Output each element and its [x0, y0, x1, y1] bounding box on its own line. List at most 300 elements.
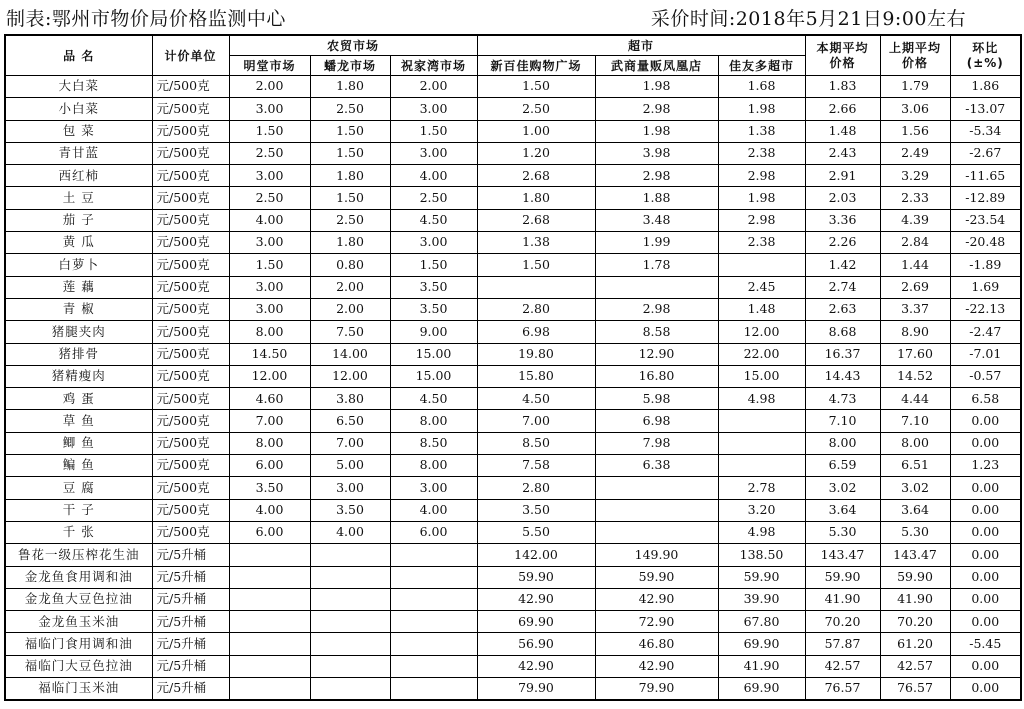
price-cell: 1.42: [805, 254, 880, 276]
item-unit: 元/5升桶: [152, 633, 229, 655]
table-row: [5, 298, 1021, 320]
item-unit: 元/500克: [152, 410, 229, 432]
price-cell: 59.90: [477, 566, 595, 588]
collection-time: 采价时间:2018年5月21日9:00左右: [650, 8, 966, 30]
price-cell: -20.48: [950, 232, 1021, 254]
price-cell: 1.50: [310, 142, 390, 164]
price-cell: 1.80: [310, 165, 390, 187]
item-name: 猪精瘦肉: [5, 365, 152, 387]
price-cell: 8.00: [229, 321, 310, 343]
price-cell: 3.29: [880, 165, 950, 187]
price-cell: 42.90: [595, 655, 718, 677]
item-name: 小白菜: [5, 98, 152, 120]
price-cell: 5.30: [880, 521, 950, 543]
price-cell: 12.00: [229, 365, 310, 387]
price-cell: 2.74: [805, 276, 880, 298]
price-cell: [310, 611, 390, 633]
price-cell: 0.80: [310, 254, 390, 276]
table-row: [5, 566, 1021, 588]
price-cell: [595, 499, 718, 521]
price-cell: 57.87: [805, 633, 880, 655]
price-cell: 3.50: [390, 298, 477, 320]
table-row: [5, 165, 1021, 187]
price-cell: [390, 588, 477, 610]
price-cell: 8.90: [880, 321, 950, 343]
col-header-market: 蟠龙市场: [310, 56, 390, 76]
price-cell: 3.36: [805, 209, 880, 231]
price-cell: 2.43: [805, 142, 880, 164]
price-cell: [229, 655, 310, 677]
price-cell: 7.00: [310, 432, 390, 454]
item-name: 鲁花一级压榨花生油: [5, 544, 152, 566]
price-table: [4, 34, 1022, 701]
item-unit: 元/500克: [152, 365, 229, 387]
price-cell: 12.90: [595, 343, 718, 365]
price-cell: [718, 410, 805, 432]
price-cell: 42.90: [477, 588, 595, 610]
price-cell: 2.98: [595, 98, 718, 120]
price-cell: 0.00: [950, 432, 1021, 454]
price-cell: [595, 521, 718, 543]
price-cell: 42.57: [880, 655, 950, 677]
price-cell: 4.00: [229, 209, 310, 231]
item-unit: 元/500克: [152, 321, 229, 343]
price-cell: 149.90: [595, 544, 718, 566]
table-row: [5, 321, 1021, 343]
table-row: [5, 410, 1021, 432]
price-cell: [229, 611, 310, 633]
price-cell: 2.84: [880, 232, 950, 254]
price-cell: 3.64: [805, 499, 880, 521]
price-cell: 16.80: [595, 365, 718, 387]
price-cell: 2.50: [477, 98, 595, 120]
price-cell: 8.68: [805, 321, 880, 343]
price-cell: 14.43: [805, 365, 880, 387]
price-cell: 2.50: [229, 142, 310, 164]
item-name: 猪排骨: [5, 343, 152, 365]
item-name: 青 椒: [5, 298, 152, 320]
price-cell: 2.98: [595, 165, 718, 187]
price-cell: 2.50: [229, 187, 310, 209]
price-cell: 15.00: [390, 365, 477, 387]
price-cell: 0.00: [950, 611, 1021, 633]
price-cell: 3.98: [595, 142, 718, 164]
price-cell: 7.00: [477, 410, 595, 432]
item-unit: 元/500克: [152, 298, 229, 320]
item-unit: 元/5升桶: [152, 678, 229, 701]
price-cell: 8.58: [595, 321, 718, 343]
item-unit: 元/5升桶: [152, 566, 229, 588]
item-unit: 元/500克: [152, 455, 229, 477]
price-cell: 1.48: [718, 298, 805, 320]
price-cell: 8.00: [880, 432, 950, 454]
price-cell: 17.60: [880, 343, 950, 365]
price-cell: 3.37: [880, 298, 950, 320]
col-header-previous-avg: 上期平均 价格: [880, 35, 950, 76]
price-cell: 1.50: [229, 120, 310, 142]
price-cell: [229, 544, 310, 566]
table-row: [5, 142, 1021, 164]
price-cell: 8.00: [229, 432, 310, 454]
col-header-change: 环比 (±%): [950, 35, 1021, 76]
price-cell: 3.48: [595, 209, 718, 231]
price-cell: 1.50: [477, 254, 595, 276]
price-cell: 3.02: [880, 477, 950, 499]
price-cell: 6.98: [477, 321, 595, 343]
item-name: 豆 腐: [5, 477, 152, 499]
price-cell: 2.45: [718, 276, 805, 298]
price-cell: 2.68: [477, 209, 595, 231]
price-cell: 15.80: [477, 365, 595, 387]
price-cell: [310, 544, 390, 566]
price-cell: 7.50: [310, 321, 390, 343]
item-unit: 元/500克: [152, 388, 229, 410]
item-name: 青甘蓝: [5, 142, 152, 164]
price-cell: 3.50: [229, 477, 310, 499]
price-cell: 2.80: [477, 477, 595, 499]
price-cell: [595, 276, 718, 298]
price-cell: 4.39: [880, 209, 950, 231]
price-cell: 2.68: [477, 165, 595, 187]
price-cell: [390, 655, 477, 677]
table-row: [5, 76, 1021, 98]
price-cell: [310, 588, 390, 610]
price-cell: 3.00: [229, 165, 310, 187]
price-cell: 1.23: [950, 455, 1021, 477]
price-cell: [310, 678, 390, 701]
col-header-unit: 计价单位: [152, 35, 229, 76]
col-header-current-avg: 本期平均 价格: [805, 35, 880, 76]
price-cell: 15.00: [390, 343, 477, 365]
price-cell: 5.30: [805, 521, 880, 543]
price-cell: 2.38: [718, 232, 805, 254]
item-name: 金龙鱼大豆色拉油: [5, 588, 152, 610]
price-cell: 143.47: [805, 544, 880, 566]
table-row: [5, 254, 1021, 276]
report-header: [6, 4, 1018, 30]
price-cell: 41.90: [880, 588, 950, 610]
col-group-supermarket: 超市: [477, 35, 805, 56]
price-cell: 2.26: [805, 232, 880, 254]
price-cell: 22.00: [718, 343, 805, 365]
price-cell: 59.90: [880, 566, 950, 588]
price-cell: 4.00: [229, 499, 310, 521]
price-cell: 1.00: [477, 120, 595, 142]
price-cell: [310, 566, 390, 588]
price-cell: 59.90: [595, 566, 718, 588]
price-cell: 76.57: [805, 678, 880, 701]
table-row: [5, 678, 1021, 701]
price-cell: 1.98: [595, 120, 718, 142]
price-cell: [718, 455, 805, 477]
price-cell: 1.80: [310, 232, 390, 254]
item-unit: 元/5升桶: [152, 611, 229, 633]
item-unit: 元/500克: [152, 76, 229, 98]
price-cell: [718, 254, 805, 276]
price-cell: -2.67: [950, 142, 1021, 164]
item-unit: 元/5升桶: [152, 544, 229, 566]
price-cell: 3.06: [880, 98, 950, 120]
price-cell: 7.98: [595, 432, 718, 454]
price-cell: 59.90: [718, 566, 805, 588]
price-cell: 6.00: [229, 455, 310, 477]
price-cell: 42.90: [595, 588, 718, 610]
price-cell: [229, 566, 310, 588]
price-cell: 14.52: [880, 365, 950, 387]
price-cell: 61.20: [880, 633, 950, 655]
price-cell: 143.47: [880, 544, 950, 566]
price-cell: 1.50: [477, 76, 595, 98]
price-cell: [229, 588, 310, 610]
price-cell: [390, 633, 477, 655]
price-cell: 1.50: [390, 120, 477, 142]
table-row: [5, 388, 1021, 410]
table-row: [5, 276, 1021, 298]
price-cell: 2.00: [310, 276, 390, 298]
price-cell: 42.90: [477, 655, 595, 677]
price-cell: 4.50: [390, 388, 477, 410]
price-cell: 0.00: [950, 410, 1021, 432]
price-cell: 2.78: [718, 477, 805, 499]
price-cell: [310, 655, 390, 677]
price-cell: 0.00: [950, 678, 1021, 701]
table-row: [5, 633, 1021, 655]
price-cell: 3.20: [718, 499, 805, 521]
price-cell: -7.01: [950, 343, 1021, 365]
price-cell: 8.50: [477, 432, 595, 454]
item-name: 金龙鱼食用调和油: [5, 566, 152, 588]
price-cell: 3.80: [310, 388, 390, 410]
price-cell: 1.48: [805, 120, 880, 142]
item-unit: 元/5升桶: [152, 655, 229, 677]
price-cell: -12.89: [950, 187, 1021, 209]
price-cell: 1.38: [718, 120, 805, 142]
item-unit: 元/500克: [152, 98, 229, 120]
price-cell: -5.34: [950, 120, 1021, 142]
price-cell: 2.50: [390, 187, 477, 209]
price-cell: 4.98: [718, 388, 805, 410]
col-header-supermarket: 新百佳购物广场: [477, 56, 595, 76]
item-unit: 元/500克: [152, 232, 229, 254]
price-cell: 4.00: [390, 165, 477, 187]
price-cell: 1.56: [880, 120, 950, 142]
price-cell: 2.00: [229, 76, 310, 98]
item-name: 福临门大豆色拉油: [5, 655, 152, 677]
item-name: 黄 瓜: [5, 232, 152, 254]
price-cell: 41.90: [718, 655, 805, 677]
price-cell: 1.99: [595, 232, 718, 254]
item-name: 猪腿夹肉: [5, 321, 152, 343]
price-cell: 1.50: [310, 120, 390, 142]
price-cell: 14.50: [229, 343, 310, 365]
price-cell: 1.98: [718, 98, 805, 120]
price-cell: 39.90: [718, 588, 805, 610]
price-cell: 6.58: [950, 388, 1021, 410]
price-cell: 1.98: [595, 76, 718, 98]
table-row: [5, 343, 1021, 365]
price-cell: 3.50: [477, 499, 595, 521]
price-cell: 7.10: [880, 410, 950, 432]
item-unit: 元/500克: [152, 343, 229, 365]
item-unit: 元/500克: [152, 499, 229, 521]
price-cell: 1.50: [229, 254, 310, 276]
price-cell: 7.00: [229, 410, 310, 432]
price-cell: 3.00: [229, 298, 310, 320]
price-cell: 1.79: [880, 76, 950, 98]
price-cell: 3.00: [310, 477, 390, 499]
price-cell: 2.98: [718, 165, 805, 187]
price-cell: 70.20: [880, 611, 950, 633]
price-cell: 7.58: [477, 455, 595, 477]
price-cell: [477, 276, 595, 298]
price-cell: [595, 477, 718, 499]
price-cell: 0.00: [950, 521, 1021, 543]
price-cell: 9.00: [390, 321, 477, 343]
price-cell: 3.50: [310, 499, 390, 521]
price-cell: [390, 611, 477, 633]
price-cell: 2.00: [310, 298, 390, 320]
item-name: 鳊 鱼: [5, 455, 152, 477]
price-cell: 6.59: [805, 455, 880, 477]
item-name: 千 张: [5, 521, 152, 543]
item-unit: 元/500克: [152, 142, 229, 164]
price-cell: 4.60: [229, 388, 310, 410]
price-cell: 2.66: [805, 98, 880, 120]
price-cell: 12.00: [718, 321, 805, 343]
table-body: [5, 76, 1021, 701]
price-cell: 6.98: [595, 410, 718, 432]
price-cell: 2.91: [805, 165, 880, 187]
price-cell: 70.20: [805, 611, 880, 633]
price-cell: 46.80: [595, 633, 718, 655]
price-cell: [390, 544, 477, 566]
item-name: 金龙鱼玉米油: [5, 611, 152, 633]
price-cell: 2.03: [805, 187, 880, 209]
price-cell: 42.57: [805, 655, 880, 677]
table-row: [5, 477, 1021, 499]
price-cell: 5.50: [477, 521, 595, 543]
col-header-supermarket: 武商量贩凤凰店: [595, 56, 718, 76]
item-unit: 元/500克: [152, 276, 229, 298]
price-cell: 0.00: [950, 477, 1021, 499]
price-cell: 0.00: [950, 544, 1021, 566]
price-cell: 67.80: [718, 611, 805, 633]
table-row: [5, 187, 1021, 209]
price-cell: [390, 566, 477, 588]
price-cell: 1.50: [310, 187, 390, 209]
item-unit: 元/500克: [152, 432, 229, 454]
price-cell: 3.00: [390, 232, 477, 254]
table-row: [5, 521, 1021, 543]
price-cell: 79.90: [595, 678, 718, 701]
item-unit: 元/500克: [152, 187, 229, 209]
price-cell: 4.98: [718, 521, 805, 543]
price-cell: 1.69: [950, 276, 1021, 298]
price-cell: 8.00: [390, 455, 477, 477]
price-cell: 3.02: [805, 477, 880, 499]
col-header-supermarket: 佳友多超市: [718, 56, 805, 76]
price-cell: 15.00: [718, 365, 805, 387]
price-cell: -13.07: [950, 98, 1021, 120]
price-cell: 2.00: [390, 76, 477, 98]
price-cell: 5.00: [310, 455, 390, 477]
price-cell: 2.50: [310, 209, 390, 231]
price-cell: 6.38: [595, 455, 718, 477]
price-cell: 1.80: [477, 187, 595, 209]
price-cell: 2.80: [477, 298, 595, 320]
col-header-market: 祝家湾市场: [390, 56, 477, 76]
price-cell: [310, 633, 390, 655]
price-cell: 2.63: [805, 298, 880, 320]
price-cell: 8.00: [805, 432, 880, 454]
price-cell: 1.38: [477, 232, 595, 254]
price-cell: 59.90: [805, 566, 880, 588]
table-row: [5, 120, 1021, 142]
price-cell: 3.50: [390, 276, 477, 298]
price-cell: 79.90: [477, 678, 595, 701]
price-cell: 6.50: [310, 410, 390, 432]
price-cell: -23.54: [950, 209, 1021, 231]
price-cell: 4.44: [880, 388, 950, 410]
price-cell: 142.00: [477, 544, 595, 566]
item-name: 草 鱼: [5, 410, 152, 432]
price-cell: 6.51: [880, 455, 950, 477]
price-cell: 69.90: [718, 633, 805, 655]
price-cell: 4.00: [390, 499, 477, 521]
price-cell: 3.00: [229, 98, 310, 120]
price-cell: 69.90: [718, 678, 805, 701]
table-row: [5, 544, 1021, 566]
price-cell: 0.00: [950, 566, 1021, 588]
item-name: 莲 藕: [5, 276, 152, 298]
price-cell: 1.86: [950, 76, 1021, 98]
price-cell: 4.50: [390, 209, 477, 231]
price-cell: -0.57: [950, 365, 1021, 387]
price-cell: 72.90: [595, 611, 718, 633]
table-row: [5, 455, 1021, 477]
item-name: 茄 子: [5, 209, 152, 231]
price-cell: 41.90: [805, 588, 880, 610]
price-cell: 19.80: [477, 343, 595, 365]
price-cell: 1.68: [718, 76, 805, 98]
price-cell: 7.10: [805, 410, 880, 432]
item-name: 土 豆: [5, 187, 152, 209]
price-cell: 0.00: [950, 655, 1021, 677]
price-cell: -11.65: [950, 165, 1021, 187]
col-group-market: 农贸市场: [229, 35, 477, 56]
price-cell: 3.00: [390, 98, 477, 120]
price-cell: -22.13: [950, 298, 1021, 320]
item-unit: 元/500克: [152, 521, 229, 543]
table-row: [5, 98, 1021, 120]
price-cell: 2.69: [880, 276, 950, 298]
price-cell: 1.50: [390, 254, 477, 276]
price-cell: -2.47: [950, 321, 1021, 343]
price-cell: 1.44: [880, 254, 950, 276]
item-unit: 元/5升桶: [152, 588, 229, 610]
item-name: 白萝卜: [5, 254, 152, 276]
price-cell: 3.00: [229, 276, 310, 298]
table-row: [5, 499, 1021, 521]
item-name: 福临门食用调和油: [5, 633, 152, 655]
price-cell: 4.00: [310, 521, 390, 543]
table-row: [5, 655, 1021, 677]
price-cell: 2.50: [310, 98, 390, 120]
price-cell: 1.20: [477, 142, 595, 164]
price-cell: [229, 633, 310, 655]
price-cell: [390, 678, 477, 701]
price-cell: 12.00: [310, 365, 390, 387]
